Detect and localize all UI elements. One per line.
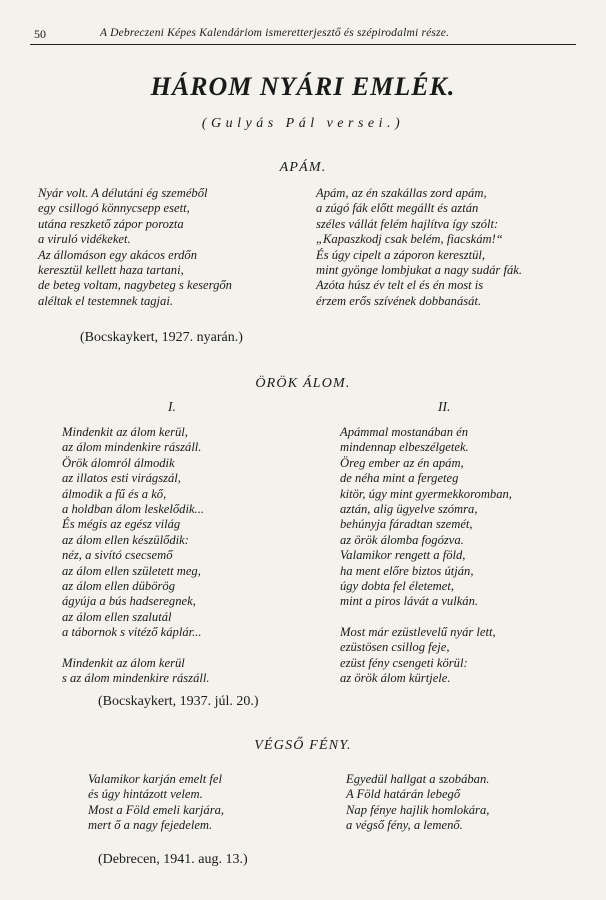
date-vegso-feny: (Debrecen, 1941. aug. 13.) (98, 852, 248, 867)
poem-line: És úgy cipelt a záporon keresztül, (316, 247, 486, 262)
poem-line: Apám, az én szakállas zord apám, (316, 186, 487, 200)
poem-line: mint a piros lávát a vulkán. (340, 594, 479, 609)
poem-line: Apámmal mostanában én (340, 425, 469, 439)
poem-line: kitör, úgy mint gyermekkoromban, (340, 486, 512, 501)
poem-line: keresztül kellett haza tartani, (38, 262, 184, 277)
poem-line: az álom mindenkire rászáll. (62, 440, 202, 455)
poem-line: Valamikor karján emelt fel (88, 772, 222, 786)
poem-line: az illatos esti virágszál, (62, 471, 181, 486)
poem-line: A Föld határán lebegő (346, 787, 461, 802)
poem-line: Most már ezüstlevelű nyár lett, (340, 625, 496, 640)
poem-line: és úgy hintázott velem. (88, 787, 203, 802)
poem-line: az álom ellen készülődik: (62, 532, 189, 547)
poem-line: mint gyönge lombjukat a nagy sudár fák. (316, 262, 523, 277)
poem-orok-alom-left (62, 425, 210, 687)
poem-line: a zúgó fák előtt megállt és aztán (316, 201, 479, 216)
poem-line: Mindenkit az álom kerül (62, 655, 185, 670)
section-heading-vegso-feny: VÉGSŐ FÉNY. (254, 738, 352, 753)
section-heading-apam: APÁM. (279, 160, 327, 175)
poem-line: Mindenkit az álom kerül, (62, 425, 188, 439)
poem-apam-left (38, 186, 232, 309)
poem-line: az örök álomba fogózva. (340, 532, 464, 547)
poem-line: de beteg voltam, nagybeteg s kesergőn (38, 278, 232, 293)
header-rule (30, 44, 576, 45)
poem-line: az álom ellen dübörög (62, 578, 175, 593)
poem-line: ezüst fény csengeti körül: (340, 655, 468, 670)
poem-line: Azóta húsz év telt el és én most is (316, 278, 484, 293)
poem-line: de néha mint a fergeteg (340, 471, 459, 486)
date-orok-alom: (Bocskaykert, 1937. júl. 20.) (98, 694, 259, 709)
poem-line: ha ment előre biztos útján, (340, 563, 474, 578)
poem-line: az álom ellen született meg, (62, 563, 201, 578)
poem-line: És mégis az egész világ (62, 517, 181, 532)
running-title: A Debreczeni Képes Kalendáriom ismeretterjesztő és szépirodalmi része. (100, 27, 450, 39)
poem-apam-right (316, 186, 522, 309)
poem-line: a tábornok s vitéző káplár... (62, 625, 202, 640)
page-number: 50 (34, 27, 46, 41)
poem-line: aléltak el testemnek tagjai. (38, 293, 173, 308)
roman-numeral-2: II. (438, 399, 451, 414)
poem-line (62, 640, 210, 655)
poem-line (340, 610, 512, 625)
poem-line: utána reszkető zápor porozta (38, 216, 184, 231)
poem-vegso-feny-right (346, 772, 489, 834)
roman-numeral-1: I. (168, 399, 176, 414)
poem-line: álmodik a fű és a kő, (62, 486, 167, 501)
poem-line: Nyár volt. A délutáni ég szeméből (38, 186, 208, 200)
subtitle: (Gulyás Pál versei.) (201, 116, 405, 131)
poem-line: egy csillogó könnycsepp esett, (38, 201, 190, 216)
poem-line: a holdban álom leskelődik... (62, 501, 205, 516)
date-apam: (Bocskaykert, 1927. nyarán.) (80, 330, 243, 345)
poem-line: ágyúja a bús hadseregnek, (62, 594, 196, 609)
poem-line: s az álom mindenkire rászáll. (62, 671, 210, 686)
poem-line: érzem erős szívének dobbanását. (316, 293, 482, 308)
poem-line: Nap fénye hajlik homlokára, (346, 802, 490, 817)
poem-line: úgy dobta fel életemet, (340, 578, 455, 593)
section-heading-orok-alom: ÖRÖK ÁLOM. (255, 376, 351, 391)
poem-line: az álom ellen szalutál (62, 609, 172, 624)
poem-line: „Kapaszkodj csak belém, fiacskám!“ (316, 232, 503, 247)
poem-line: ezüstösen csillog feje, (340, 640, 450, 655)
poem-line: behúnyja fáradtan szemét, (340, 517, 473, 532)
poem-line: a végső fény, a lemenő. (346, 818, 463, 833)
poem-line: Örök álomról álmodik (62, 455, 175, 470)
poem-line: Az állomáson egy akácos erdőn (38, 247, 198, 262)
poem-vegso-feny-left (88, 772, 224, 834)
poem-line: mindennap elbeszélgetek. (340, 440, 469, 455)
poem-line: széles vállát felém hajlítva így szólt: (316, 216, 499, 231)
poem-line: mert ő a nagy fejedelem. (88, 818, 213, 833)
poem-orok-alom-right (340, 425, 512, 687)
poem-line: Öreg ember az én apám, (340, 455, 464, 470)
poem-line: az örök álom kürtjele. (340, 671, 451, 686)
poem-line: Most a Föld emeli karjára, (88, 802, 225, 817)
poem-line: Egyedül hallgat a szobában. (346, 772, 490, 786)
page-title: HÁROM NYÁRI EMLÉK. (150, 72, 456, 101)
poem-line: a viruló vidékeket. (38, 232, 131, 247)
poem-line: Valamikor rengett a föld, (340, 548, 466, 563)
poem-line: néz, a sivító csecsemő (62, 548, 173, 563)
poem-line: aztán, alig ügyelve szómra, (340, 501, 478, 516)
